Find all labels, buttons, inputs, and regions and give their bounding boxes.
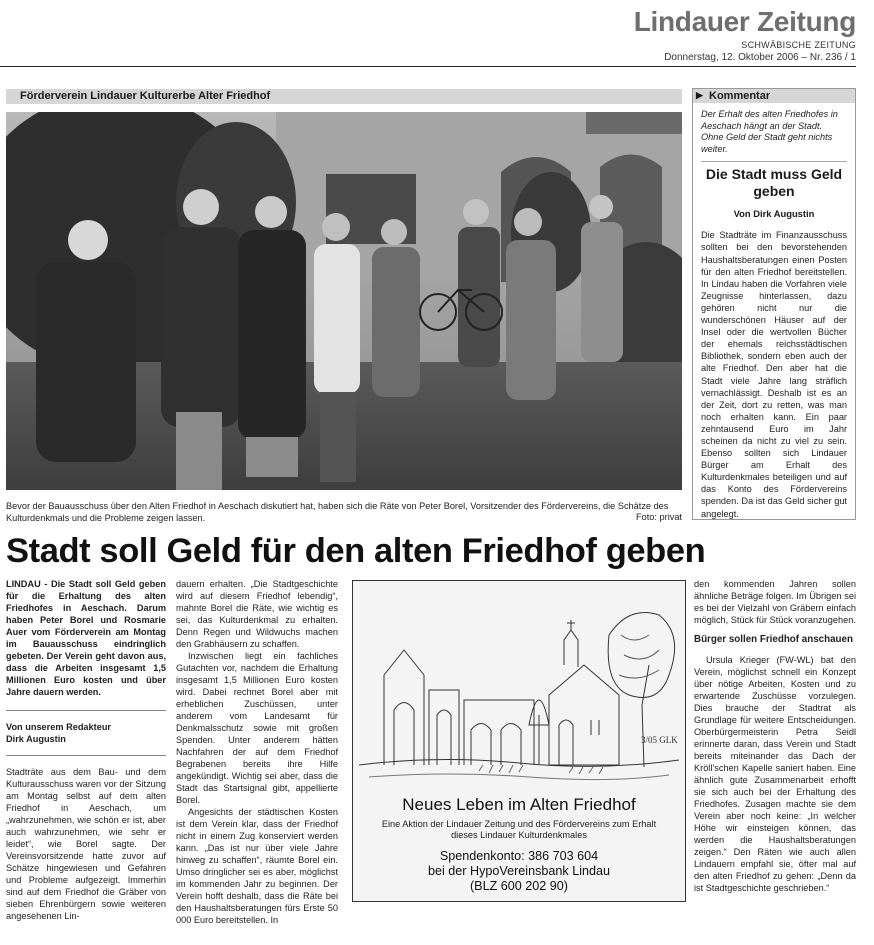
article-headline: Stadt soll Geld für den alten Friedhof geben xyxy=(6,532,706,570)
kommentar-intro: Der Erhalt des alten Friedhofes in Aeschach hängt an der Stadt. Ohne Geld der Stadt geht nichts weiter. xyxy=(701,109,838,154)
author-name: Dirk Augustin xyxy=(6,734,66,744)
article-column-1 xyxy=(6,578,166,922)
kommentar-label: ▶ Kommentar xyxy=(693,89,855,103)
faded-background-print xyxy=(24,8,444,38)
section-bar: Förderverein Lindauer Kulturerbe Alter Friedhof xyxy=(6,89,682,104)
kommentar-title: Die Stadt muss Geld geben xyxy=(705,166,843,200)
article-column-3 xyxy=(694,578,856,894)
article-author xyxy=(6,710,166,745)
photo-illustration xyxy=(6,112,682,490)
ad-bank-details xyxy=(353,849,685,894)
photo-credit: Foto: privat xyxy=(636,512,682,522)
masthead-rule xyxy=(0,66,856,67)
article-body-2b: Inzwischen liegt ein fachliches Gutachten vor, nachdem die Erhaltung insgesamt 1,5 Millionen Euro kosten wird. Dabei rechnet Borel aber mit erheblichen Zuschüssen, unter anderem vom Landesamt für Denkmalsschutz sowie mit großen Spenden. Unter anderem hätten Nachfahren der auf dem Friedhof Begrabenen bereits ihre Hilfe angekündigt. Wichtig sei aber, dass die Stadt das Startsignal gibt, appellierte Borel. xyxy=(176,651,338,805)
article-body-2c: Angesichts der städtischen Kosten ist dem Verein klar, dass der Friedhof nicht in einem Zug konserviert werden kann. „Das ist nur über viele Jahre hinweg zu schaffen“, räumte Borel ein. Umso dringlicher sei es aber, möglichst im kommenden Jahr zu beginnen. Der Verein hofft deshalb, dass die Räte bei den Haushaltsberatungen fürs Erste 50 000 Euro bereitstellen. In xyxy=(176,807,338,925)
issue-date: Donnerstag, 12. Oktober 2006 – Nr. 236 / 1 xyxy=(664,52,856,63)
ad-bank-name: bei der HypoVereinsbank Lindau xyxy=(427,864,611,878)
cemetery-sketch xyxy=(359,595,679,791)
newspaper-subtitle: SCHWÄBISCHE ZEITUNG xyxy=(741,40,856,50)
article-column-2 xyxy=(176,578,338,926)
ad-title: Neues Leben im Alten Friedhof xyxy=(402,795,636,814)
author-role: Von unserem Redakteur xyxy=(6,722,112,732)
photo-caption: Bevor der Bauausschuss über den Alten Friedhof in Aeschach diskutiert hat, haben sich die Räte von Peter Borel, Vorsitzender des Fördervereins, die Schätze des Kulturdenkmals und die Probleme zeigen lassen. xyxy=(6,501,669,523)
article-body-1: Stadträte aus dem Bau- und dem Kulturausschuss waren vor der Sitzung am Montag selbst auf dem alten Friedhof in Aeschach, um „wahrzunehmen, wie schön er ist, aber auch wahrzunehmen, wie sehr er leidet“, wie Borel sagte. Der Vereinsvorsitzende hatte zuvor auf Schätze hingewiesen und Gefahren und Probleme aufgezeigt. Immerhin sind auf dem Friedhof die Gräber von sieben Ehrenbürgern sowie weiteren angesehenen Lin- xyxy=(6,767,166,921)
ad-account-number: Spendenkonto: 386 703 604 xyxy=(439,849,599,863)
kommentar-divider xyxy=(701,161,847,162)
kommentar-box xyxy=(692,88,856,520)
article-body-3a: den kommenden Jahren sollen ähnliche Beträge folgen. Im Übrigen sei es bei der Vielzahl von Gräbern einfach möglich, Stück für Stück voranzugehen. xyxy=(694,579,856,625)
group-photo xyxy=(6,112,682,490)
donation-ad-box xyxy=(352,580,686,902)
kommentar-body: Die Stadträte im Finanzausschuss sollten bei den bevorstehenden Haushaltsberatungen einen Posten für den alten Friedhof bereitstellen. In Lindau haben die Vorfahren viele Zeugnisse hinterlassen, dazu gehören nicht nur die wunderschönen Häuser auf der Insel oder die wertvollen Bücher der ehemals reichsstädtischen Bibliothek, sondern eben auch der alte Friedhof. Den aber hat die Stadt viele Jahre lang sträflich vernachlässigt. Deshalb ist es an der Zeit, dort zu retten, was man noch erhalten kann. Ein paar zehntausend Euro im Jahr scheinen da nicht zu viel zu sein. Ebenso sollten sich Lindauer Bürger am Erhalt des Kulturdenkmales beteiligen und auf das Konto des Fördervereins spenden. Da ist das Geld sicher gut angelegt. xyxy=(701,230,847,519)
ad-bank-code: (BLZ 600 202 90) xyxy=(469,879,568,893)
kommentar-author: Von Dirk Augustin xyxy=(733,208,815,220)
article-lead: LINDAU - Die Stadt soll Geld geben für die Erhaltung des alten Friedhofes in Aeschach. Darum haben Peter Borel und Rosmarie Auer vom Förderverein am Montag im Bauausschuss eindringlich gebeten. Der Verein geht davon aus, dass die Arbeiten insgesamt 1,5 Millionen Euro kosten und über Jahre dauern werden. xyxy=(6,579,166,697)
newspaper-title: Lindauer Zeitung xyxy=(633,6,856,37)
ad-description: Eine Aktion der Lindauer Zeitung und des Fördervereins zum Erhalt dieses Lindauer Kulturdenkmales xyxy=(381,819,657,840)
article-body-2a: dauern erhalten. „Die Stadtgeschichte wird auf diesem Friedhof lebendig“, mahnte Borel die Räte, wie wichtig es sei, das Kulturdenkmal zu erhalten. Denn Regen und Wildwuchs machen den Grabhäusern zu schaffen. xyxy=(176,579,338,649)
column-divider xyxy=(6,755,166,756)
article-subheading: Bürger sollen Friedhof anschauen xyxy=(694,634,853,645)
article-body-3b: Ursula Krieger (FW-WL) bat den Verein, möglichst schnell ein Konzept über nötige Arbeiten, Kosten und zu erwartende Zuschüsse vorzulegen. Dies brauche der Stadtrat als Grundlage für weitere Entscheidungen. Oberbürgermeisterin Petra Seidl erinnerte daran, dass Verein und Stadt bereits miteinander das Dach der Kröll’schen Kapelle saniert haben. Eine ähnlich gute Zusammenarbeit erhofft sie sich auch bei der Erhaltung des Friedhofes. Zusagen machte sie dem Verein aber noch keine: „In welcher Höhe wir einsteigen können, das werden die Haushaltsberatungen zeigen.“ Den Räten wie auch allen Lindauern empfahl sie, öfter mal auf den alten Friedhof zu gehen: „Denn da ist Stadtgeschichte geschrieben.“ xyxy=(694,655,856,893)
sketch-signature: 3/05 GLK xyxy=(641,735,678,745)
